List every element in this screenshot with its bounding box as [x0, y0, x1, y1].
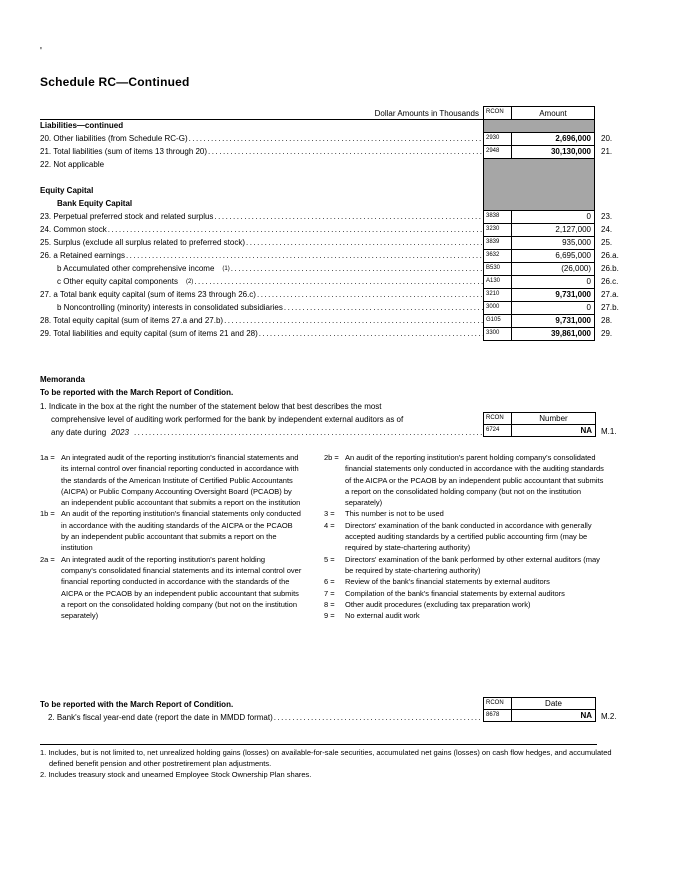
- row-description: 20. Other liabilities (from Schedule RC-G): [40, 134, 188, 143]
- amount-cell: 2,696,000: [511, 133, 595, 146]
- m1-rcon-code: 6724: [483, 424, 512, 437]
- dot-leader: [108, 224, 483, 237]
- m1-item-number: M.1.: [601, 427, 617, 436]
- table-row-24: [40, 224, 640, 237]
- memoranda-section: [40, 374, 640, 439]
- amount-cell: 30,130,000: [511, 146, 595, 159]
- amount-cell: 935,000: [511, 237, 595, 250]
- shaded-cell: [483, 185, 595, 198]
- item-column-spacer: [595, 106, 640, 120]
- footnote-divider: [40, 744, 597, 745]
- m1-line3: any date during 2023 .....: [40, 426, 483, 439]
- item-number: 26.a.: [601, 251, 619, 260]
- rcon-code-cell: 3300: [483, 328, 511, 341]
- section-label: Bank Equity Capital: [57, 199, 133, 208]
- row-description: 29. Total liabilities and equity capital (sum of items 21 and 28): [40, 329, 258, 338]
- liabilities-equity-table: [40, 106, 640, 341]
- m2-report-condition-heading: To be reported with the March Report of Condition.: [40, 700, 234, 709]
- row-description: 23. Perpetual preferred stock and related surplus: [40, 212, 214, 221]
- table-row-28: [40, 315, 640, 328]
- row-description: 21. Total liabilities (sum of items 13 through 20): [40, 147, 208, 156]
- m2-line: 2. Bank's fiscal year-end date (report the date in MMDD format) .....: [40, 711, 483, 724]
- amount-cell: 9,731,000: [511, 289, 595, 302]
- row-description: b Noncontrolling (minority) interests in consolidated subsidiaries: [57, 303, 283, 312]
- table-row-20: [40, 133, 640, 146]
- m1-report-condition-heading: To be reported with the March Report of Condition.: [40, 388, 234, 397]
- footnote-ref: (1): [222, 266, 230, 272]
- m1-line1: 1. Indicate in the box at the right the number of the statement below that best describes the most: [40, 402, 382, 411]
- legend-item-5: 5 = Directors' examination of the bank performed by other external auditors (may be required by state-chartering authority): [324, 554, 600, 575]
- footnote-ref: (2): [185, 279, 194, 285]
- dollar-amounts-label: Dollar Amounts in Thousands: [40, 106, 483, 120]
- legend-right-column: [324, 452, 640, 621]
- dot-leader: [284, 302, 483, 315]
- legend-item-1a: 1a = An integrated audit of the reporting institution's financial statements and its internal control over financial reporting conducted in accordance with the standards of the American Institute of Certified Public Accountants (AICPA) or Public Company Accounting Oversight Board (PCAOB) by an independent public accountant that submits a report on the institution: [40, 453, 301, 508]
- row-description: b Accumulated other comprehensive income: [57, 264, 215, 273]
- m1-rcon-header: RCON: [483, 412, 512, 425]
- legend-item-2a: 2a = An integrated audit of the reporting institution's parent holding company's consolidated financial statements and its internal control over financial reporting conducted in accordance with the standards of the AICPA or the PCAOB by an independent public accountant that submits a report on the consolidated holding company (but not on the institution separately): [40, 554, 302, 621]
- memoranda-heading: Memoranda: [40, 375, 85, 384]
- shaded-cell: [483, 159, 595, 172]
- rcon-code-cell: A130: [483, 276, 511, 289]
- table-row-27a: [40, 289, 640, 302]
- dot-leader: [126, 250, 483, 263]
- item-number: 24.: [601, 225, 613, 234]
- amount-cell: 9,731,000: [511, 315, 595, 328]
- dot-leader: [231, 263, 483, 276]
- legend-item-1b: 1b = An audit of the reporting institution's financial statements only conducted in accordance with the auditing standards of the AICPA or the PCAOB by an independent public accountant that submits a report on the institution: [40, 509, 301, 553]
- table-row-bank-equity-heading: [40, 198, 640, 211]
- table-row-26a: [40, 250, 640, 263]
- amount-cell: 6,695,000: [511, 250, 595, 263]
- rcon-code-cell: G105: [483, 315, 511, 328]
- amount-cell: 2,127,000: [511, 224, 595, 237]
- legend-item-8: 8 = Other audit procedures (excluding tax preparation work): [324, 599, 531, 609]
- m1-number-header: Number: [511, 412, 596, 425]
- legend-left-column: [40, 452, 324, 621]
- rcon-code-cell: 3839: [483, 237, 511, 250]
- row-description: 26. a Retained earnings: [40, 251, 125, 260]
- row-description: 27. a Total bank equity capital (sum of items 23 through 26.c): [40, 290, 256, 299]
- row-description: 24. Common stock: [40, 225, 107, 234]
- rcon-code-cell: 3230: [483, 224, 511, 237]
- dot-leader: [259, 328, 483, 341]
- rcon-code-cell: 3632: [483, 250, 511, 263]
- item-number: 25.: [601, 238, 613, 247]
- amount-cell: 0: [511, 276, 595, 289]
- section-label: Equity Capital: [40, 186, 94, 195]
- footnote-2: 2. Includes treasury stock and unearned Employee Stock Ownership Plan shares.: [40, 769, 312, 779]
- dot-leader: [134, 426, 483, 439]
- table-row-25: [40, 237, 640, 250]
- dot-leader: [208, 146, 483, 159]
- rcon-code-cell: 2948: [483, 146, 511, 159]
- memorandum-2: [40, 698, 640, 724]
- amount-column-header: Amount: [511, 106, 595, 120]
- shaded-cell: [483, 172, 595, 185]
- item-number: 20.: [601, 134, 613, 143]
- table-row-26c: [40, 276, 640, 289]
- dot-leader: [274, 711, 483, 724]
- m2-date-header: Date: [511, 697, 596, 710]
- item-number: 26.b.: [601, 264, 619, 273]
- audit-code-legend: [40, 452, 640, 621]
- legend-item-9: 9 = No external audit work: [324, 611, 420, 621]
- row-description: 25. Surplus (exclude all surplus related to preferred stock): [40, 238, 245, 247]
- item-number: 27.a.: [601, 290, 619, 299]
- corner-mark: ': [40, 46, 42, 57]
- footnote-1: 1. Includes, but is not limited to, net unrealized holding gains (losses) on available-for-sale securities, accumulated net gains (losses) on cash flow hedges, and accumulated defined benefit pension and other postretirement plan adjustments.: [40, 748, 612, 768]
- shaded-cell: [483, 198, 595, 211]
- audit-year: 2023: [111, 428, 129, 437]
- dot-leader: [257, 289, 483, 302]
- rcon-code-cell: 3000: [483, 302, 511, 315]
- amount-cell: 39,861,000: [511, 328, 595, 341]
- item-number: 26.c.: [601, 277, 619, 286]
- item-number: 23.: [601, 212, 613, 221]
- legend-item-6: 6 = Review of the bank's financial statements by external auditors: [324, 577, 550, 587]
- table-row-blank: [40, 172, 640, 185]
- rcon-column-header: RCON: [483, 106, 511, 120]
- table-row-21: [40, 146, 640, 159]
- item-number: 21.: [601, 147, 613, 156]
- row-description: 28. Total equity capital (sum of items 27.a and 27.b): [40, 316, 224, 325]
- dot-leader: [224, 315, 483, 328]
- rcon-code-cell: B530: [483, 263, 511, 276]
- m1-response-box: [483, 412, 596, 437]
- item-number: 29.: [601, 329, 613, 338]
- rcon-code-cell: 3210: [483, 289, 511, 302]
- item-number: 27.b.: [601, 303, 619, 312]
- dot-leader: [214, 211, 483, 224]
- m2-response-box: [483, 697, 596, 722]
- dot-leader: [194, 276, 483, 289]
- item-number: 28.: [601, 316, 613, 325]
- rcon-code-cell: 3838: [483, 211, 511, 224]
- legend-item-4: 4 = Directors' examination of the bank conducted in accordance with generally accepted auditing standards by a certified public accounting firm (may be required by state-chartering authority): [324, 520, 592, 553]
- table-header-row: [40, 106, 640, 120]
- row-description: 22. Not applicable: [40, 160, 105, 169]
- section-label: Liabilities—continued: [40, 121, 124, 130]
- amount-cell: 0: [511, 302, 595, 315]
- table-row-26b: [40, 263, 640, 276]
- dot-leader: [246, 237, 483, 250]
- amount-cell: 0: [511, 211, 595, 224]
- dot-leader: [189, 133, 483, 146]
- m2-rcon-header: RCON: [483, 697, 512, 710]
- legend-item-2b: 2b = An audit of the reporting institution's parent holding company's consolidated financial statements only conducted in accordance with the auditing standards of the AICPA or the PCAOB by an independent public accountant that submits a report on the consolidated holding company (but not on the institution separately): [324, 453, 604, 508]
- table-row-22: [40, 159, 640, 172]
- page-title: Schedule RC—Continued: [40, 75, 190, 89]
- table-row-23: [40, 211, 640, 224]
- table-row-liabilities-continued: [40, 120, 640, 133]
- footnotes: [40, 748, 625, 780]
- m1-line2: comprehensive level of auditing work performed for the bank by independent external auditors as of: [51, 415, 404, 424]
- m2-value-cell: NA: [511, 709, 596, 722]
- table-row-29: [40, 328, 640, 341]
- table-row-27b: [40, 302, 640, 315]
- m1-value-cell: NA: [511, 424, 596, 437]
- legend-item-7: 7 = Compilation of the bank's financial statements by external auditors: [324, 588, 565, 598]
- table-row-equity-capital-heading: [40, 185, 640, 198]
- shaded-cell: [483, 120, 595, 133]
- m2-rcon-code: 8678: [483, 709, 512, 722]
- rcon-code-cell: 2930: [483, 133, 511, 146]
- m2-item-number: M.2.: [601, 712, 617, 721]
- amount-cell: (26,000): [511, 263, 595, 276]
- legend-item-3: 3 = This number is not to be used: [324, 509, 444, 519]
- memorandum-1: [40, 400, 640, 439]
- row-description: c Other equity capital components: [57, 277, 178, 286]
